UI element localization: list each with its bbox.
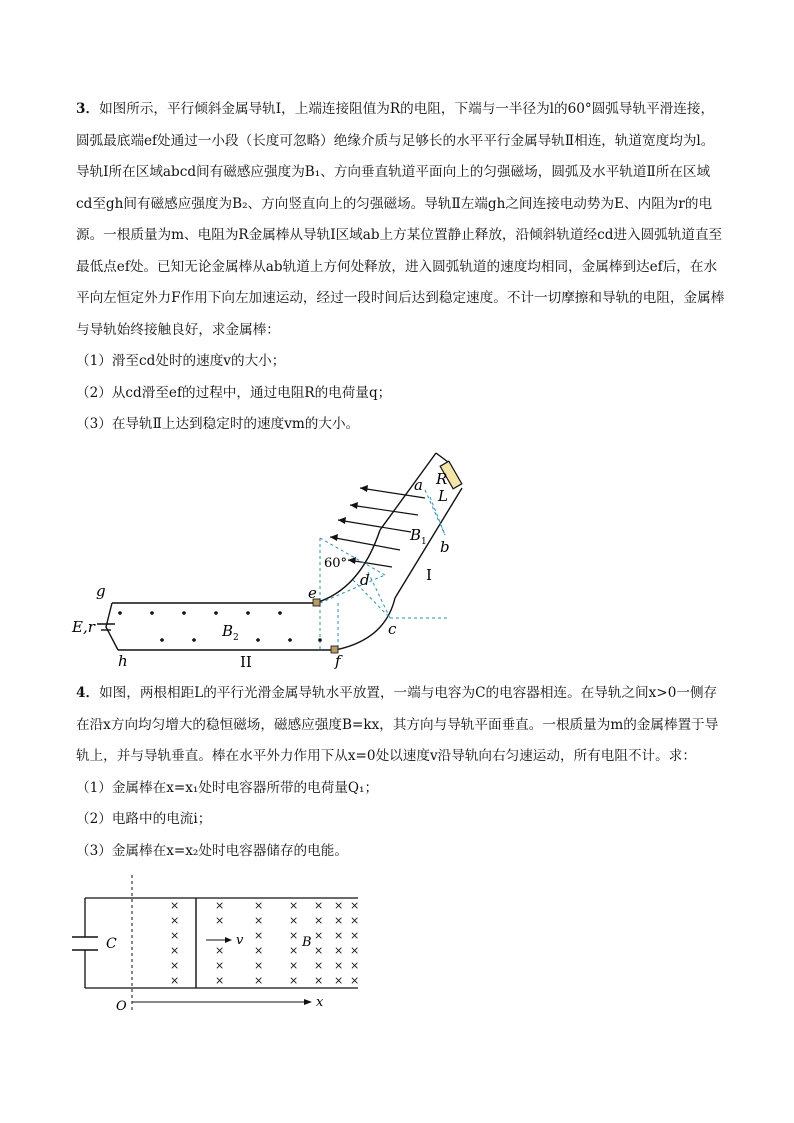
svg-text:×: ×: [289, 974, 299, 987]
svg-text:×: ×: [254, 914, 264, 927]
svg-text:×: ×: [215, 959, 225, 972]
svg-text:×: ×: [254, 899, 264, 912]
svg-text:×: ×: [350, 914, 360, 927]
question-3-part-1: （1）滑至cd处时的速度v的大小；: [76, 353, 286, 369]
svg-text:×: ×: [334, 914, 344, 927]
svg-text:×: ×: [314, 944, 324, 957]
svg-text:×: ×: [314, 914, 324, 927]
question-4-body: [76, 678, 726, 773]
svg-text:×: ×: [215, 974, 225, 987]
label-g: g: [96, 582, 106, 600]
question-3-part-3: （3）在导轨Ⅱ上达到稳定时的速度vm的大小。: [76, 416, 360, 432]
svg-text:×: ×: [334, 974, 344, 987]
label-B: B: [302, 935, 312, 950]
question-4: [76, 678, 726, 867]
question-4-part-1: （1）金属棒在x=x₁处时电容器所带的电荷量Q₁；: [76, 779, 379, 796]
top-connector: [436, 453, 448, 462]
svg-text:×: ×: [289, 899, 299, 912]
svg-text:×: ×: [170, 914, 180, 927]
svg-text:×: ×: [334, 899, 344, 912]
label-O: O: [116, 999, 127, 1014]
svg-text:×: ×: [350, 959, 360, 972]
svg-text:×: ×: [314, 929, 324, 942]
velocity-arrowhead: [225, 937, 232, 943]
label-c: c: [388, 620, 397, 638]
svg-text:×: ×: [350, 899, 360, 912]
label-d: d: [360, 571, 370, 589]
question-3-text: 如图所示，平行倾斜金属导轨Ⅰ，上端连接阻值为R的电阻，下端与一半径为l的60°圆弧导轨平滑连接，圆弧最底端ef处通过一小段（长度可忽略）绝缘介质与足够长的水平平行金属导轨Ⅱ相连，轨道宽度均为l。导轨Ⅰ所在区域abcd间有磁感应强度为B₁、方向垂直轨道平面向上的匀强磁场，圆弧及水平轨道Ⅱ所在区域cd至gh间有磁感应强度为B₂、方向竖直向上的匀强磁场。导轨Ⅱ左端gh之间连接电动势为E、内阻为r的电源。一根质量为m、电阻为R金属棒从导轨Ⅰ区域ab上方某位置静止释放，沿倾斜轨道经cd进入圆弧轨道直至最低点ef处。已知无论金属棒从ab轨道上方何处释放，进入圆弧轨道的速度均相同，金属棒到达ef后，在水平向左恒定外力F作用下向左加速运动，经过一段时间后达到稳定速度。不计一切摩擦和导轨的电阻，金属棒与导轨始终接触良好，求金属棒：: [76, 101, 725, 338]
question-4-number: 4．: [76, 685, 100, 701]
svg-text:×: ×: [254, 974, 264, 987]
svg-text:×: ×: [334, 959, 344, 972]
svg-text:×: ×: [170, 899, 180, 912]
label-angle: 60°: [324, 556, 348, 571]
question-4-part-2: （2）电路中的电流i；: [76, 811, 212, 827]
x-axis-arrowhead: [304, 999, 312, 1005]
svg-text:×: ×: [254, 929, 264, 942]
svg-text:×: ×: [289, 914, 299, 927]
question-4-part-3: （3）金属棒在x=x₂处时电容器储存的电能。: [76, 842, 348, 859]
question-3-body: [76, 94, 726, 346]
svg-text:×: ×: [215, 914, 225, 927]
field-crosses: [170, 899, 359, 987]
svg-text:×: ×: [350, 944, 360, 957]
segment-cd: [368, 572, 390, 618]
question-3-number: 3．: [76, 101, 100, 117]
label-a: a: [414, 476, 423, 494]
svg-text:×: ×: [289, 959, 299, 972]
svg-text:×: ×: [170, 974, 180, 987]
question-4-figure: [60, 870, 380, 1020]
label-source: E,r: [72, 618, 95, 636]
svg-text:×: ×: [314, 959, 324, 972]
label-h: h: [118, 652, 128, 670]
label-R: R: [436, 470, 448, 488]
label-B1: $B_1$: [410, 526, 427, 547]
b2-field-dots: [118, 611, 322, 642]
svg-text:×: ×: [350, 974, 360, 987]
question-3-part-2: （2）从cd滑至ef的过程中，通过电阻R的电荷量q；: [76, 384, 392, 401]
svg-text:×: ×: [254, 944, 264, 957]
question-3: [76, 94, 726, 441]
label-C: C: [106, 936, 117, 952]
label-L: L: [438, 487, 448, 505]
label-e: e: [308, 584, 317, 602]
label-rail-I: I: [426, 566, 432, 584]
svg-text:×: ×: [215, 944, 225, 957]
label-B2: $B_2$: [222, 622, 239, 643]
arc-lower: [335, 598, 395, 650]
svg-text:×: ×: [334, 929, 344, 942]
svg-text:×: ×: [334, 944, 344, 957]
svg-text:×: ×: [314, 974, 324, 987]
svg-text:×: ×: [170, 959, 180, 972]
label-rail-II: II: [240, 653, 252, 671]
incline-left: [380, 453, 436, 530]
svg-text:×: ×: [289, 944, 299, 957]
svg-text:×: ×: [350, 929, 360, 942]
svg-text:×: ×: [254, 959, 264, 972]
question-4-text: 如图，两根相距L的平行光滑金属导轨水平放置，一端与电容为C的电容器相连。在导轨之间x>0一侧存在沿x方向均匀增大的稳恒磁场，磁感应强度B=kx，其方向与导轨平面垂直。一根质量为m的金属棒置于导轨上，并与导轨垂直。棒在水平外力作用下从x=0处以速度v沿导轨向右匀速运动，所有电阻不计。求：: [76, 685, 719, 764]
svg-text:×: ×: [170, 929, 180, 942]
svg-text:×: ×: [215, 899, 225, 912]
label-f: f: [335, 652, 341, 670]
label-v: v: [236, 933, 244, 948]
svg-text:×: ×: [289, 929, 299, 942]
svg-text:×: ×: [314, 899, 324, 912]
label-x: x: [316, 995, 324, 1010]
svg-text:×: ×: [170, 944, 180, 957]
question-3-figure: [60, 445, 480, 675]
label-b: b: [440, 538, 450, 556]
left-end: [106, 603, 118, 650]
